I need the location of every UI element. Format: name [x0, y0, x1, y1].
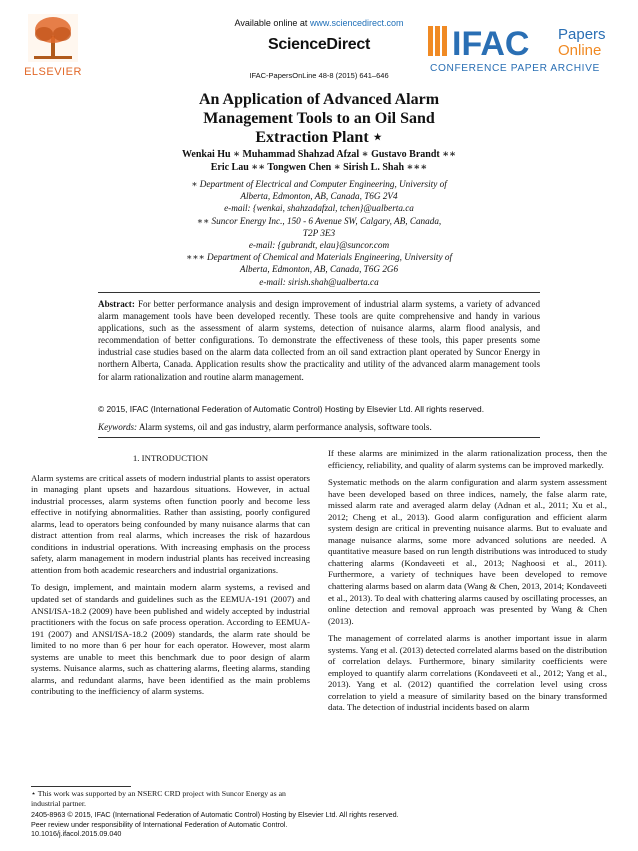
footer-line: Peer review under responsibility of International Federation of Automatic Control.: [31, 819, 288, 829]
author-line: Wenkai Hu ∗ Muhammad Shahzad Afzal ∗ Gustavo Brandt ∗∗: [181, 149, 457, 160]
paper-title: [120, 90, 518, 147]
available-text: Available online at: [234, 18, 308, 28]
sciencedirect-link[interactable]: www.sciencedirect.com: [309, 18, 404, 28]
copyright-notice: © 2015, IFAC (International Federation of Automatic Control) Hosting by Elsevier Ltd. All rights reserved.: [98, 404, 485, 414]
online-word: Online: [558, 42, 602, 59]
ifac-word: IFAC: [452, 25, 530, 63]
paragraph: The management of correlated alarms is another important issue in alarm systems. Yang et al. (2013) detected correlated alarms based on the distribution of correlation delays. Furthermore, binary similarity coefficients were employed to quantify alarm correlations (Kondaveeti et al., 2012; Yang et al., 2013). Yang et al. (2012) quantified the correlation level using cross correlation to yield a measure of similarity based on the binary transformed data. The detection of industrial incidents based on alarm: [328, 633, 607, 713]
title-line: An Application of Advanced Alarm: [198, 91, 440, 108]
affiliation-line: ∗∗∗ Department of Chemical and Materials Engineering, University of: [186, 252, 452, 263]
footer-line: 2405-8963 © 2015, IFAC (International Federation of Automatic Control) Hosting by Elsevier Ltd. All rights reserved.: [31, 810, 399, 819]
conference-archive-text: CONFERENCE PAPER ARCHIVE: [430, 63, 600, 74]
title-line: Management Tools to an Oil Sand: [203, 110, 435, 127]
keywords-label: Keywords:: [98, 422, 138, 432]
affiliation-email: e-mail: {gubrandt, elau}@suncor.com: [248, 240, 390, 251]
abstract: [98, 298, 540, 383]
funding-footnote: ⋆ This work was supported by an NSERC CRD project with Suncor Energy as an industrial partner.: [31, 789, 286, 808]
paragraph: Alarm systems are critical assets of modern industrial plants to assist operators in managing plant upsets and hazardous situations. However, in actual industrial processes, alarm systems often function poorly and become less effective in notifying abnormalities. Rather than assisting, poorly configured alarms, lead to operators being confounded by many nuisance alarms that can distract attention from real alarms, which increases the risk of hazardous conditions in industrial operations. With increasing emphasis on the process safety, alarm management in modern industrial plants has received increasing attention from both academic researchers and industrial organizations.: [31, 472, 310, 575]
left-column: [31, 453, 310, 704]
affiliation-line: Alberta, Edmonton, AB, Canada, T6G 2V4: [240, 191, 398, 202]
section-heading: 1. INTRODUCTION: [132, 453, 209, 463]
keywords-text: Alarm systems, oil and gas industry, alarm performance analysis, software tools.: [138, 422, 432, 432]
affiliation-line: ∗∗ Suncor Energy Inc., 150 - 6 Avenue SW, Calgary, AB, Canada,: [196, 215, 442, 226]
paragraph: To design, implement, and maintain modern alarm systems, a revised and updated set of standards and guidelines such as the EEMUA-191 (2007) and ANSI/ISA-18.2 (2009) have been published and widely accepted by industrial practitioners with the focus on safe process operation. According to EEMUA-191 (2007) and ANSI/ISA-18.2 (2009) standards, the alarm rate should be limited to no more than 6 per hour for each operator. However, most alarm systems are unable to meet this benchmark due to poor design of alarm systems. Nuisance alarms, such as chattering alarms, fleeting alarms, standing alarms, and redundant alarms, have been identified as the main problems contributing to the inefficiency of alarm systems.: [31, 582, 310, 697]
sciencedirect-wordmark: ScienceDirect: [268, 36, 370, 53]
keywords-bottom-rule: [98, 437, 540, 438]
abstract-label: Abstract:: [98, 299, 135, 309]
author-list: [80, 148, 558, 174]
footnote-rule: [31, 786, 131, 787]
affiliation-line: ∗ Department of Electrical and Computer Engineering, University of: [191, 179, 447, 189]
abstract-text: For better performance analysis and design improvement of industrial alarm systems, a variety of advanced alarm management tools have been developed recently. These tools are quite comprehensive and handy in various applications, such as the assessment of alarm systems, detection of nuisance alarms, alarm flood analysis, and recommendation of better configurations. To demonstrate the effectiveness of these tools, this paper presents some industrial case studies based on the alarm data collected from an oil sand extraction plant operated by Suncor Energy in northern Alberta, Canada. Application results show the practicality and utility of the advanced alarm management tools for alarm rationalization and routine alarm management.: [98, 299, 540, 382]
papers-word: Papers: [558, 26, 606, 43]
abstract-top-rule: [98, 292, 540, 293]
doi-line[interactable]: 10.1016/j.ifacol.2015.09.040: [31, 829, 122, 839]
elsevier-wordmark: ELSEVIER: [24, 66, 82, 78]
page-footer: [31, 810, 591, 839]
journal-reference: IFAC-PapersOnLine 48-8 (2015) 641–646: [249, 71, 389, 80]
affiliation-line: T2P 3E3: [302, 227, 336, 238]
paragraph: If these alarms are minimized in the alarm rationalization process, then the efficiency, reliability, and quality of alarm systems can be improved markedly.: [328, 448, 607, 470]
affiliation-email: e-mail: {wenkai, shahzadafzal, tchen}@ualberta.ca: [224, 203, 414, 214]
affiliation-email: e-mail: sirish.shah@ualberta.ca: [259, 276, 379, 287]
affiliations: [90, 178, 548, 288]
paragraph: Systematic methods on the alarm configuration and alarm system assessment have been developed based on three indices, namely, the false alarm rate, missed alarm rate and averaged alarm delay (Adnan et al., 2011; Xu et al., 2012; Cheng et al., 2013). Good alarm configuration and efficient alarm system design are critical in preventing nuisance alarms. But to evaluate and manage nuisance alarms, some more advanced solutions are needed. A quantitative measure based on run length distributions was introduced to study chattering alarms (Kondaveeti et al., 2013; Naghoosi et al., 2011). Furthermore, a variety of techniques have been developed to remove chattering alarms based on alarm data (Wang & Chen, 2013, 2014; Kondaveeti et al., 2013). To deal with chattering alarms caused by oscillating processes, an online detection and removal approach was presented by Wang & Chen (2013).: [328, 477, 607, 626]
title-line: Extraction Plant ⋆: [255, 129, 383, 146]
affiliation-line: Alberta, Edmonton, AB, Canada, T6G 2G6: [239, 264, 399, 275]
keywords: [98, 421, 540, 433]
right-column: [328, 448, 607, 720]
author-line: Eric Lau ∗∗ Tongwen Chen ∗ Sirish L. Shah ∗∗∗: [210, 162, 428, 173]
